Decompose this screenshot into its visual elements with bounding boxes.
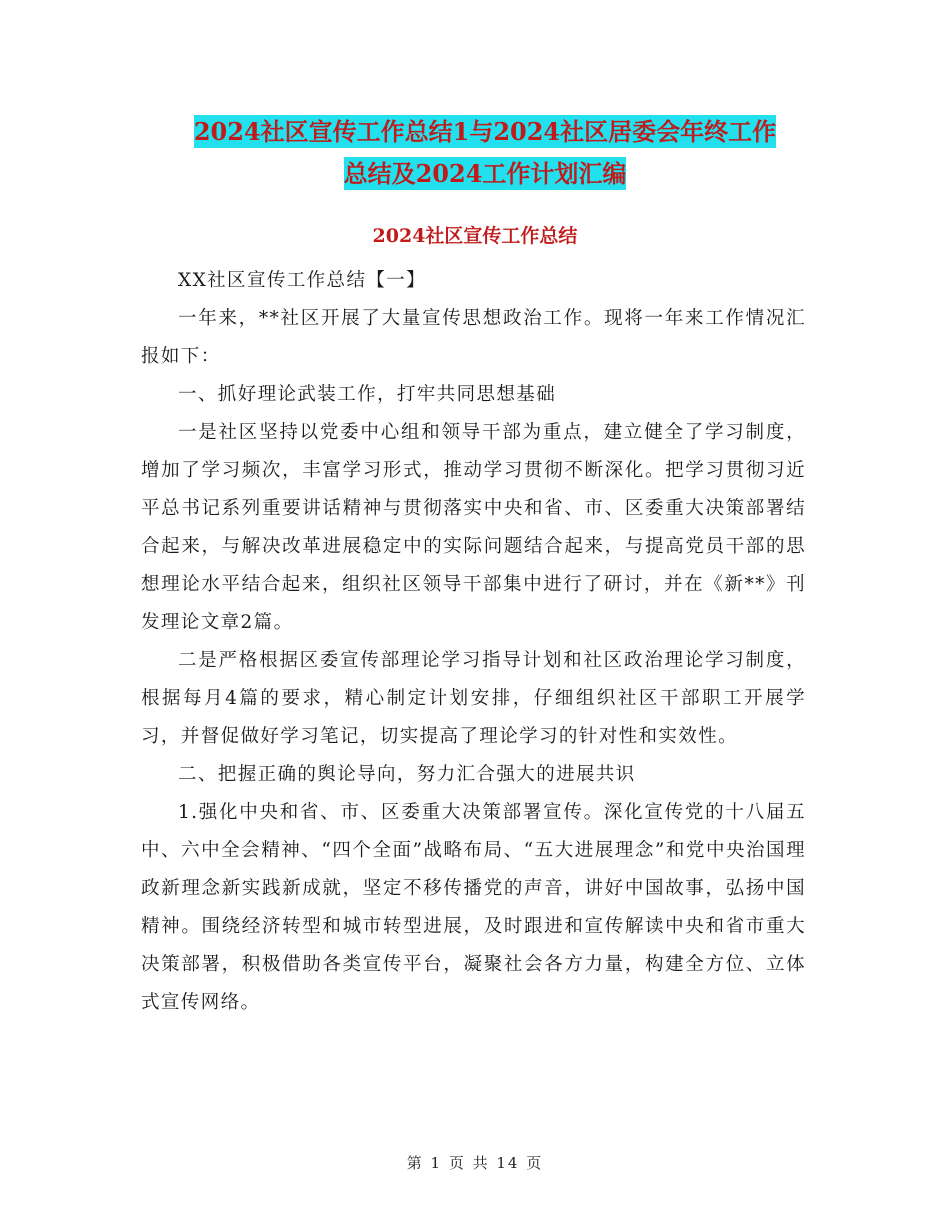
section-title: 2024社区宣传工作总结 (372, 225, 578, 247)
page-footer: 第 1 页 共 14 页 (406, 1154, 544, 1172)
heading-one: 一、抓好理论武装工作，打牢共同思想基础 (178, 384, 557, 405)
paragraph: 二是严格根据区委宣传部理论学习指导计划和社区政治理论学习制度，根据每月4篇的要求，精心制定计划安排，仔细组织社区干部职工开展学习，并督促做好学习笔记，切实提高了理论学习的针对性和实效性。 (141, 650, 806, 747)
heading-two: 二、把握正确的舆论导向，努力汇合强大的进展共识 (178, 764, 636, 785)
paragraph: 一是社区坚持以党委中心组和领导干部为重点，建立健全了学习制度，增加了学习频次，丰富学习形式，推动学习贯彻不断深化。把学习贯彻习近平总书记系列重要讲话精神与贯彻落实中央和省、市、区委重大决策部署结合起来，与解决改革进展稳定中的实际问题结合起来，与提高党员干部的思想理论水平结合起来，组织社区领导干部集中进行了研讨，并在《新**》刊发理论文章2篇。 (141, 422, 806, 633)
document-title-line-1 (140, 110, 830, 154)
document-body (141, 262, 806, 1022)
paragraph-subtitle: XX社区宣传工作总结【一】 (178, 270, 427, 291)
paragraph-intro: 一年来，**社区开展了大量宣传思想政治工作。现将一年来工作情况汇报如下： (141, 308, 806, 367)
title-highlight: 2024社区宣传工作总结1与2024社区居委会年终工作 (193, 117, 777, 146)
title-highlight: 总结及2024工作计划汇编 (343, 159, 627, 188)
document-title-line-2 (140, 152, 830, 196)
paragraph: 1.强化中央和省、市、区委重大决策部署宣传。深化宣传党的十八届五中、六中全会精神、“四个全面”战略布局、“五大进展理念”和党中央治国理政新理念新实践新成就，坚定不移传播党的声音，讲好中国故事，弘扬中国精神。围绕经济转型和城市转型进展，及时跟进和宣传解读中央和省市重大决策部署，积极借助各类宣传平台，凝聚社会各方力量，构建全方位、立体式宣传网络。 (141, 802, 806, 1013)
